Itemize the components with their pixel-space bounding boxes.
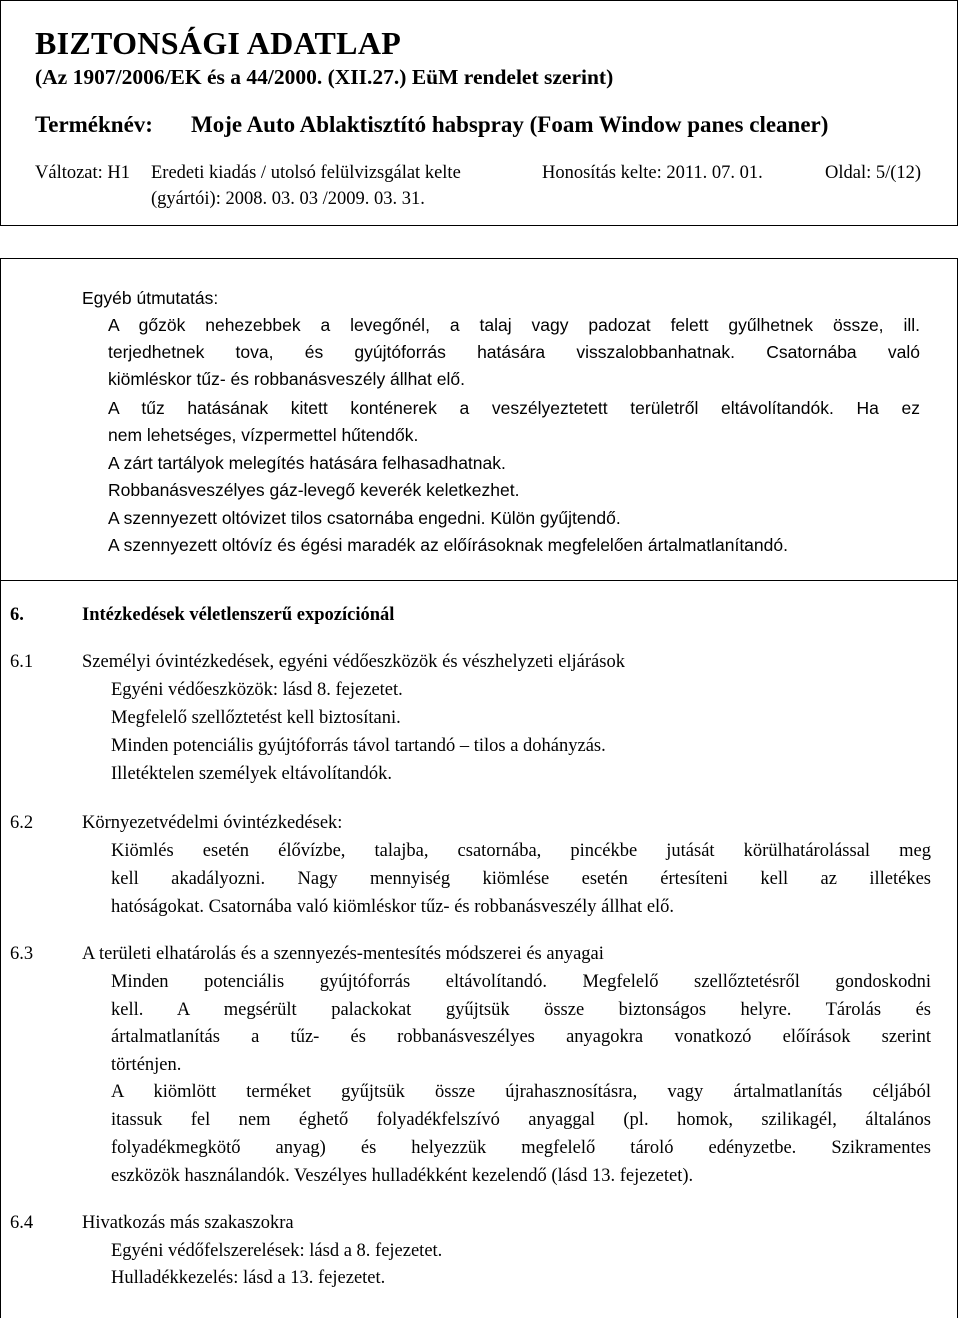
subsection-6-1-line: Minden potenciális gyújtóforrás távol tartandó – tilos a dohányzás.: [111, 736, 606, 756]
subsection-6-1-line: Illetéktelen személyek eltávolítandók.: [111, 764, 392, 784]
guidance-line: A szennyezett oltóvíz és égési maradék az előírásoknak megfelelően ártalmatlanítandó.: [108, 535, 788, 555]
subsection-6-3-line: ártalmatlanítás a tűz- és robbanásveszélyes anyagokra vonatkozó előírások szerint: [111, 1027, 931, 1047]
guidance-line: nem lehetséges, vízpermettel hűtendők.: [108, 425, 419, 445]
subsection-6-1-line: Egyéni védőeszközök: lásd 8. fejezetet.: [111, 680, 403, 700]
subsection-6-3-line: Minden potenciális gyújtóforrás eltávolítandó. Megfelelő szellőztetésről gondoskodni: [111, 972, 931, 992]
subsection-6-4-line: Egyéni védőfelszerelések: lásd a 8. fejezetet.: [111, 1241, 443, 1261]
subsection-6-3-title: A területi elhatárolás és a szennyezés-mentesítés módszerei és anyagai: [82, 944, 604, 964]
guidance-line: A gőzök nehezebbek a levegőnél, a talaj vagy padozat felett gyűlhetnek össze, ill.: [108, 315, 920, 335]
subsection-6-2-number: 6.2: [10, 813, 34, 833]
guidance-line: Robbanásveszélyes gáz-levegő keverék keletkezhet.: [108, 480, 520, 500]
document-title: BIZTONSÁGI ADATLAP: [35, 25, 402, 61]
subsection-6-2-line: kell akadályozni. Nagy mennyiség kiömlése esetén értesíteni kell az illetékes: [111, 869, 931, 889]
subsection-6-3-line: kell. A megsérült palackokat gyűjtsük össze biztonságos helyre. Tárolás és: [111, 1000, 931, 1020]
subsection-6-2-line: hatóságokat. Csatornába való kiömléskor tűz- és robbanásveszély állhat elő.: [111, 897, 675, 917]
section-6-number: 6.: [10, 605, 24, 625]
subsection-6-4-number: 6.4: [10, 1213, 34, 1233]
version: Változat: H1: [35, 163, 131, 183]
guidance-line: A tűz hatásának kitett konténerek a veszélyeztetett területről eltávolítandók. Ha ez: [108, 398, 920, 418]
subsection-6-4-line: Hulladékkezelés: lásd a 13. fejezetet.: [111, 1268, 386, 1288]
guidance-line: A szennyezett oltóvizet tilos csatornába engedni. Külön gyűjtendő.: [108, 508, 621, 528]
localization-date: Honosítás kelte: 2011. 07. 01.: [542, 163, 763, 183]
other-guidance-heading: Egyéb útmutatás:: [82, 288, 219, 308]
subsection-6-4-title: Hivatkozás más szakaszokra: [82, 1213, 294, 1233]
subsection-6-2-line: Kiömlés esetén élővízbe, talajba, csatornába, pincékbe jutását körülhatárolással meg: [111, 841, 931, 861]
subsection-6-3-line: történjen.: [111, 1055, 182, 1075]
original-issue-label: Eredeti kiadás / utolsó felülvizsgálat kelte: [151, 163, 461, 183]
subsection-6-1-line: Megfelelő szellőztetést kell biztosítani.: [111, 708, 401, 728]
subsection-6-3-line: A kiömlött terméket gyűjtsük össze újrahasznosításra, vagy ártalmatlanítás céljából: [111, 1082, 931, 1102]
subsection-6-3-line: eszközök használandók. Veszélyes hulladékként kezelendő (lásd 13. fejezetet).: [111, 1166, 694, 1186]
guidance-line: terjedhetnek tova, és gyújtóforrás hatására visszalobbanhatnak. Csatornába való: [108, 342, 920, 362]
regulation-subtitle: (Az 1907/2006/EK és a 44/2000. (XII.27.) EüM rendelet szerint): [35, 65, 614, 89]
product-name: Moje Auto Ablaktisztító habspray (Foam Window panes cleaner): [191, 112, 829, 137]
section-divider: [0, 580, 958, 581]
original-issue-dates: (gyártói): 2008. 03. 03 /2009. 03. 31.: [151, 189, 425, 209]
document-header: [0, 0, 958, 226]
subsection-6-2-title: Környezetvédelmi óvintézkedések:: [82, 813, 343, 833]
product-label: Terméknév:: [35, 112, 153, 137]
subsection-6-3-line: itassuk fel nem éghető folyadékfelszívó anyaggal (pl. homok, szilikagél, általános: [111, 1110, 931, 1130]
subsection-6-3-number: 6.3: [10, 944, 34, 964]
guidance-line: kiömléskor tűz- és robbanásveszély állhat elő.: [108, 369, 465, 389]
subsection-6-1-title: Személyi óvintézkedések, egyéni védőeszközök és vészhelyzeti eljárások: [82, 652, 625, 672]
guidance-line: A zárt tartályok melegítés hatására felhasadhatnak.: [108, 453, 506, 473]
subsection-6-3-line: folyadékmegkötő anyag) és helyezzük megfelelő tároló edényzetbe. Szikramentes: [111, 1138, 931, 1158]
section-6-title: Intézkedések véletlenszerű expozíciónál: [82, 605, 395, 625]
subsection-6-1-number: 6.1: [10, 652, 34, 672]
page-number: Oldal: 5/(12): [825, 163, 922, 183]
